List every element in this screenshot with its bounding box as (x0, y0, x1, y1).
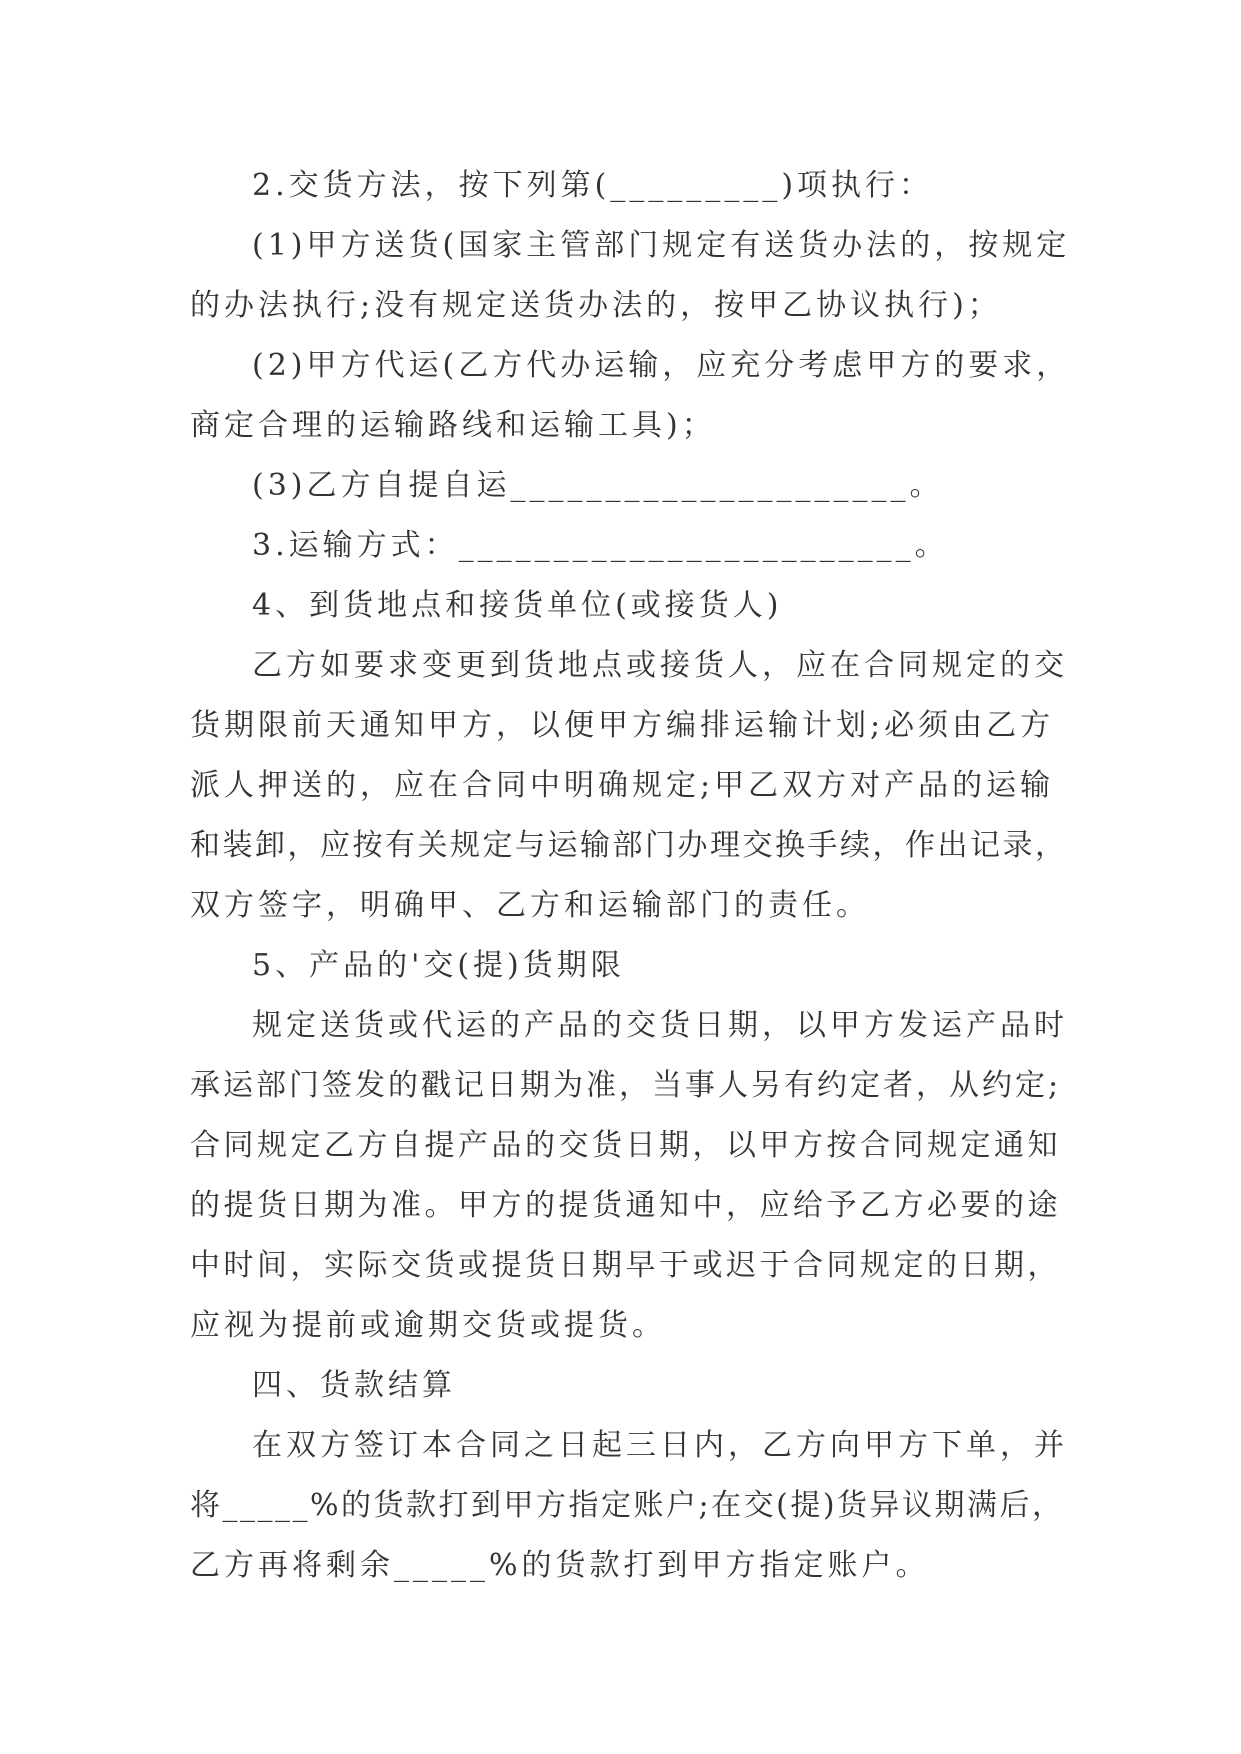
text-line: 3.运输方式：________________________。 (252, 528, 949, 563)
text-line: 货期限前天通知甲方，以便甲方编排运输计划;必须由乙方 (190, 708, 1055, 743)
text-line: 乙方如要求变更到货地点或接货人，应在合同规定的交 (252, 648, 1068, 683)
text-line: 商定合理的运输路线和运输工具)； (190, 408, 716, 443)
text-line: (1)甲方送货(国家主管部门规定有送货办法的，按规定 (252, 228, 1071, 263)
document-body (190, 156, 1070, 1596)
text-line: 4、到货地点和接货单位(或接货人) (252, 588, 783, 623)
text-line: 规定送货或代运的产品的交货日期，以甲方发运产品时 (252, 1008, 1068, 1043)
text-line: 在双方签订本合同之日起三日内，乙方向甲方下单，并 (252, 1428, 1068, 1463)
text-line: 应视为提前或逾期交货或提货。 (190, 1308, 666, 1343)
text-line: 2.交货方法，按下列第(_________)项执行： (252, 168, 934, 203)
text-line: 的提货日期为准。甲方的提货通知中，应给予乙方必要的途 (190, 1188, 1061, 1223)
text-line: 5、产品的'交(提)货期限 (252, 948, 625, 983)
text-line: 承运部门签发的戳记日期为准，当事人另有约定者，从约定; (190, 1068, 1062, 1103)
text-line: (2)甲方代运(乙方代办运输，应充分考虑甲方的要求， (252, 348, 1071, 383)
text-line: 乙方再将剩余_____%的货款打到甲方指定账户。 (190, 1548, 930, 1583)
text-line: 中时间，实际交货或提货日期早于或迟于合同规定的日期， (190, 1248, 1061, 1283)
text-line: (3)乙方自提自运_____________________。 (252, 468, 944, 503)
text-line: 和装卸，应按有关规定与运输部门办理交换手续，作出记录， (190, 828, 1068, 863)
text-line: 派人押送的，应在合同中明确规定;甲乙双方对产品的运输 (190, 768, 1055, 803)
text-line: 合同规定乙方自提产品的交货日期，以甲方按合同规定通知 (190, 1128, 1061, 1163)
text-line: 双方签字，明确甲、乙方和运输部门的责任。 (190, 888, 870, 923)
text-line: 四、货款结算 (252, 1368, 456, 1403)
text-line: 将_____%的货款打到甲方指定账户;在交(提)货异议期满后， (190, 1488, 1065, 1523)
text-line: 的办法执行;没有规定送货办法的，按甲乙协议执行)； (190, 288, 1002, 323)
